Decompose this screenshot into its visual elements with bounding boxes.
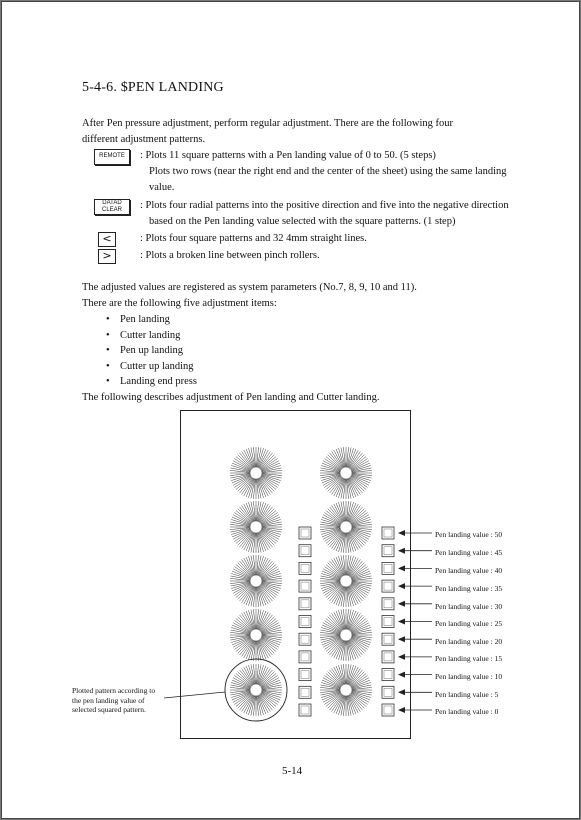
- section-heading: 5-4-6. $PEN LANDING: [82, 80, 224, 95]
- items-intro: There are the following five adjustment items:: [82, 298, 277, 309]
- remote-description-cont2: value.: [149, 182, 175, 193]
- pen-landing-label: Pen landing value : 45: [435, 548, 503, 557]
- square-pattern-inner: [301, 706, 309, 714]
- left-key-description: : Plots four square patterns and 32 4mm straight lines.: [140, 233, 367, 244]
- square-pattern-inner: [301, 671, 309, 679]
- remote-key-label: REMOTE: [99, 153, 125, 159]
- pen-landing-label: Pen landing value : 20: [435, 637, 503, 646]
- pen-landing-label: Pen landing value : 35: [435, 584, 503, 593]
- square-pattern-inner: [301, 688, 309, 696]
- arrowhead-icon: [398, 583, 405, 589]
- pen-landing-label: Pen landing value : 10: [435, 672, 503, 681]
- square-pattern-inner: [301, 547, 309, 555]
- list-item: • Pen landing: [106, 312, 197, 328]
- left-chevron-key-icon: <: [98, 232, 116, 247]
- arrowhead-icon: [398, 654, 405, 660]
- radial-pattern: [230, 664, 282, 716]
- square-pattern-inner: [384, 671, 392, 679]
- right-chevron-key-icon: >: [98, 249, 116, 264]
- plotted-pattern-note: [72, 686, 155, 715]
- square-pattern-inner: [301, 635, 309, 643]
- square-pattern-inner: [384, 618, 392, 626]
- pen-landing-label: Pen landing value : 5: [435, 690, 499, 699]
- radial-pattern: [230, 501, 282, 553]
- radial-pattern: [320, 447, 372, 499]
- radial-pattern: [320, 555, 372, 607]
- square-pattern-inner: [301, 564, 309, 572]
- square-pattern-inner: [301, 529, 309, 537]
- note-line-3: selected squared pattern.: [72, 705, 146, 714]
- square-pattern-inner: [384, 688, 392, 696]
- square-pattern-inner: [301, 600, 309, 608]
- intro-line-2: different adjustment patterns.: [82, 134, 206, 145]
- radial-pattern: [320, 664, 372, 716]
- square-pattern-inner: [301, 582, 309, 590]
- note-line-2: the pen landing value of: [72, 695, 145, 705]
- right-key-description: : Plots a broken line between pinch rollers.: [140, 250, 320, 261]
- square-pattern-inner: [384, 582, 392, 590]
- arrowhead-icon: [398, 565, 405, 571]
- datad-description-cont: based on the Pen landing value selected with the square patterns. (1 step): [149, 216, 456, 227]
- square-pattern-inner: [301, 653, 309, 661]
- list-item: • Cutter up landing: [106, 359, 197, 375]
- list-item: • Landing end press: [106, 374, 197, 390]
- list-item: • Cutter landing: [106, 328, 197, 344]
- remote-description-cont1: Plots two rows (near the right end and the center of the sheet) using the same landing: [149, 166, 507, 177]
- remote-description: : Plots 11 square patterns with a Pen landing value of 0 to 50. (5 steps): [140, 150, 436, 161]
- intro-line-1: After Pen pressure adjustment, perform regular adjustment. There are the following four: [82, 118, 453, 129]
- radial-pattern: [320, 609, 372, 661]
- datad-key-label-2: CLEAR: [101, 207, 122, 213]
- list-item: • Pen up landing: [106, 343, 197, 359]
- arrowhead-icon: [398, 707, 405, 713]
- datad-key-label-1: DATAD: [102, 200, 122, 206]
- pen-landing-label: Pen landing value : 15: [435, 654, 503, 663]
- note-pointer-line: [164, 692, 225, 698]
- pen-landing-label: Pen landing value : 50: [435, 530, 503, 539]
- square-pattern-inner: [384, 706, 392, 714]
- arrowhead-icon: [398, 548, 405, 554]
- pen-landing-label: Pen landing value : 0: [435, 707, 499, 716]
- radial-pattern: [320, 501, 372, 553]
- registered-text: The adjusted values are registered as system parameters (No.7, 8, 9, 10 and 11).: [82, 282, 417, 293]
- radial-pattern: [230, 447, 282, 499]
- square-pattern-inner: [384, 635, 392, 643]
- page-number: 5-14: [282, 765, 303, 777]
- square-pattern-inner: [384, 653, 392, 661]
- pen-landing-label: Pen landing value : 25: [435, 619, 503, 628]
- manual-page: [1, 1, 580, 819]
- arrowhead-icon: [398, 601, 405, 607]
- square-pattern-inner: [384, 564, 392, 572]
- arrowhead-icon: [398, 530, 405, 536]
- square-pattern-inner: [384, 529, 392, 537]
- arrowhead-icon: [398, 672, 405, 678]
- note-line-1: Plotted pattern according to: [72, 686, 156, 695]
- square-pattern-inner: [384, 547, 392, 555]
- follow-text: The following describes adjustment of Pen landing and Cutter landing.: [82, 392, 380, 403]
- pen-landing-label: Pen landing value : 30: [435, 602, 503, 611]
- arrowhead-icon: [398, 619, 405, 625]
- radial-pattern: [230, 555, 282, 607]
- square-pattern-inner: [384, 600, 392, 608]
- arrowhead-icon: [398, 689, 405, 695]
- pen-landing-label: Pen landing value : 40: [435, 566, 503, 575]
- arrowhead-icon: [398, 636, 405, 642]
- square-pattern-inner: [301, 618, 309, 626]
- radial-pattern: [230, 609, 282, 661]
- datad-description: : Plots four radial patterns into the positive direction and five into the negative direction: [140, 200, 509, 211]
